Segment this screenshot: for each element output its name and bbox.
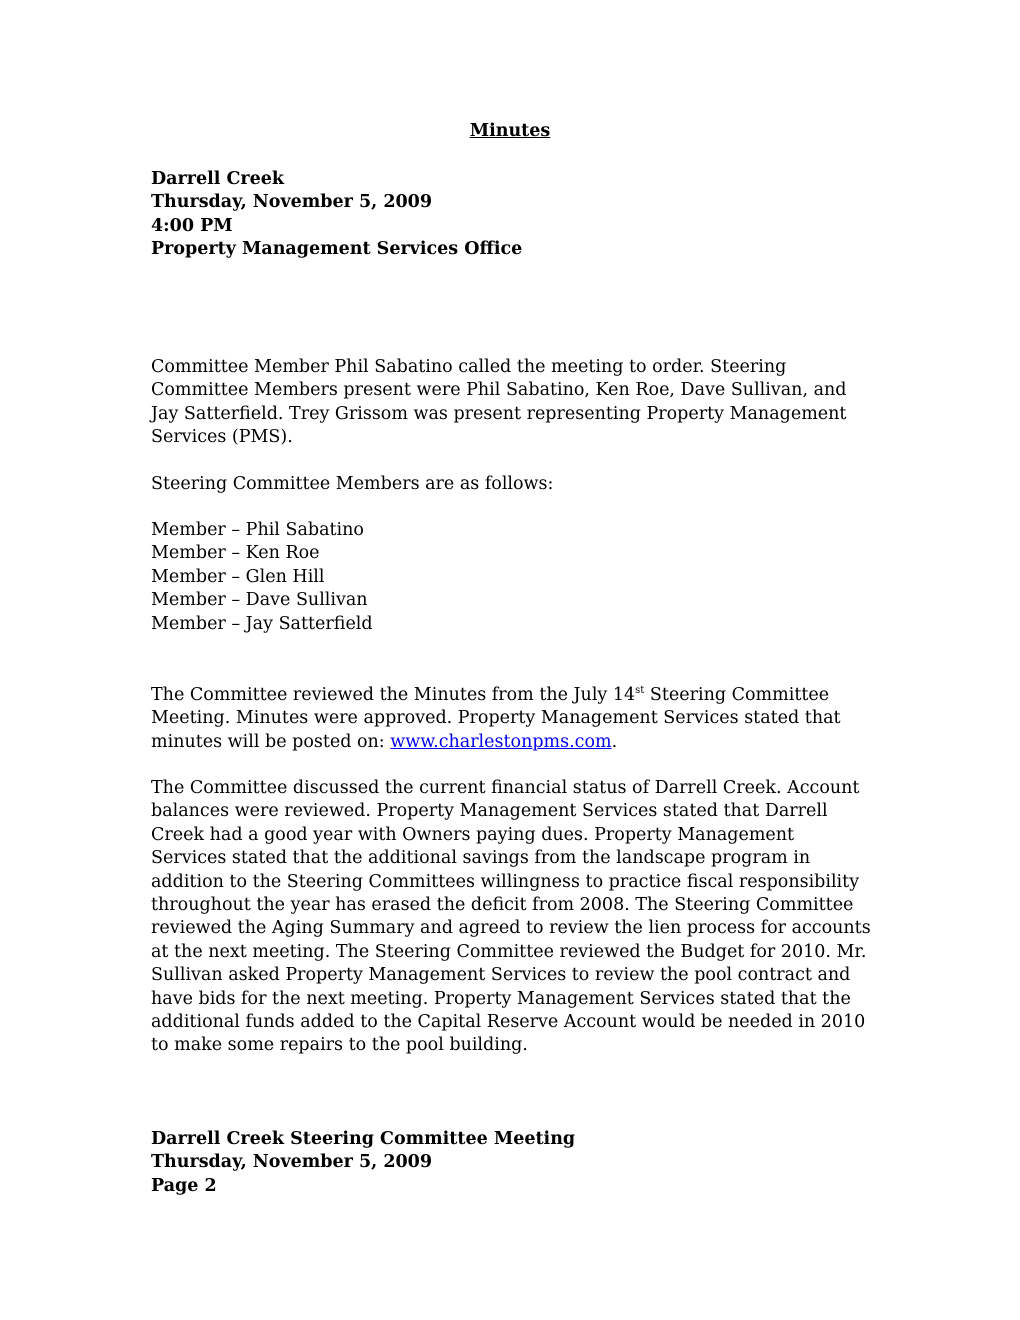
header-line-community: Darrell Creek bbox=[151, 169, 285, 189]
website-link[interactable]: www.charlestonpms.com bbox=[390, 731, 612, 752]
minutes-text-after: Steering Committee Meeting. Minutes were approved. Property Management Services stated that minutes will be posted on: bbox=[151, 685, 841, 752]
list-item: Member – Glen Hill bbox=[151, 566, 325, 587]
minutes-text-end: . bbox=[611, 731, 618, 752]
meeting-header bbox=[151, 168, 871, 262]
list-item: Member – Jay Satterfield bbox=[151, 613, 373, 634]
ordinal-suffix: st bbox=[635, 685, 645, 696]
members-intro: Steering Committee Members are as follows: bbox=[151, 474, 554, 494]
header-line-time: 4:00 PM bbox=[151, 215, 233, 236]
document-title: Minutes bbox=[469, 121, 551, 141]
minutes-review-paragraph bbox=[151, 684, 871, 754]
minutes-text-before: The Committee reviewed the Minutes from the July 14 bbox=[151, 685, 636, 705]
call-to-order-paragraph: Committee Member Phil Sabatino called the meeting to order. Steering Committee Members present were Phil Sabatino, Ken Roe, Dave Sullivan, and Jay Satterfield. Trey Grissom was present representing Property Management Services (PMS). bbox=[151, 357, 847, 448]
footer-line-page: Page 2 bbox=[151, 1175, 217, 1196]
header-line-location: Property Management Services Office bbox=[151, 239, 523, 260]
header-line-date: Thursday, November 5, 2009 bbox=[151, 192, 433, 213]
footer-line-meeting: Darrell Creek Steering Committee Meeting bbox=[151, 1129, 576, 1149]
members-list bbox=[151, 519, 871, 636]
financial-status-paragraph: The Committee discussed the current financial status of Darrell Creek. Account balances were reviewed. Property Management Services stated that Darrell Creek had a good year with Owners paying dues. Property Management Services stated that the additional savings from the landscape program in addition to the Steering Committees willingness to practice fiscal responsibility throughout the year has erased the deficit from 2008. The Steering Committee reviewed the Aging Summary and agreed to review the lien process for accounts at the next meeting. The Steering Committee reviewed the Budget for 2010. Mr. Sullivan asked Property Management Services to review the pool contract and have bids for the next meeting. Property Management Services stated that the additional funds added to the Capital Reserve Account would be needed in 2010 to make some repairs to the pool building. bbox=[151, 778, 871, 1056]
footer-line-date: Thursday, November 5, 2009 bbox=[151, 1152, 433, 1173]
page-footer-header bbox=[151, 1128, 871, 1198]
list-item: Member – Ken Roe bbox=[151, 543, 320, 564]
list-item: Member – Phil Sabatino bbox=[151, 520, 364, 540]
list-item: Member – Dave Sullivan bbox=[151, 590, 368, 611]
